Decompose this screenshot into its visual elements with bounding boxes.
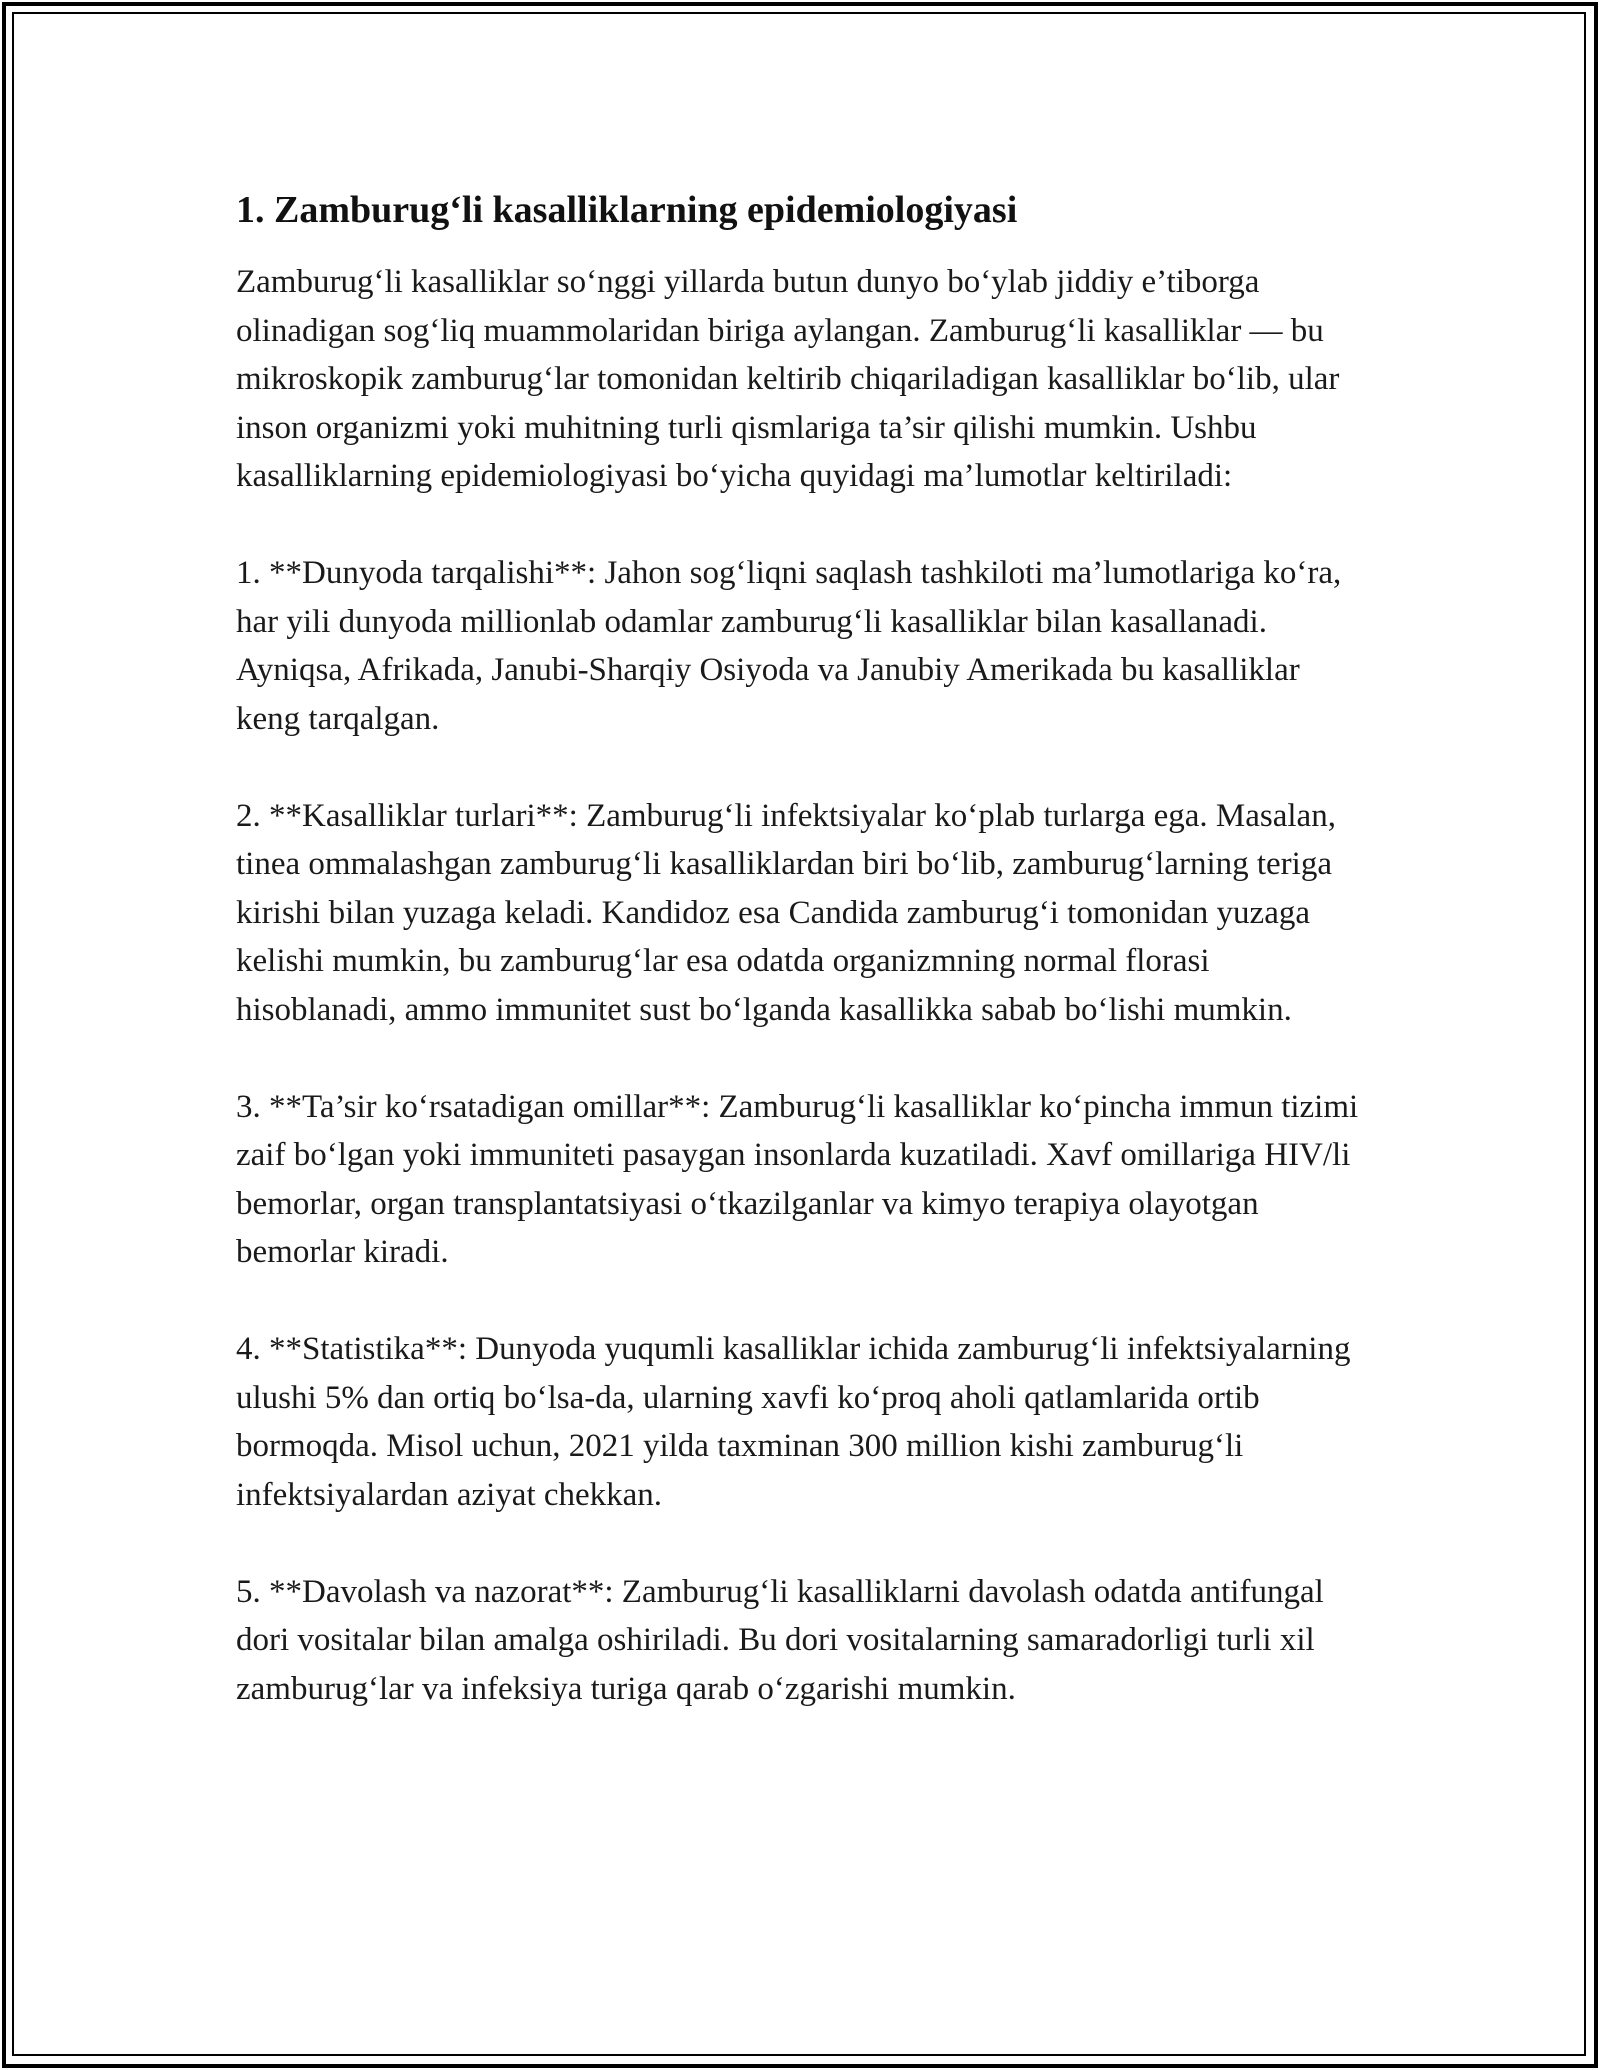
document-body	[236, 186, 1366, 1762]
section-heading: 1. Zamburug‘li kasalliklarning epidemiologiyasi	[236, 189, 1018, 231]
intro-paragraph: Zamburug‘li kasalliklar so‘nggi yillarda butun dunyo bo‘ylab jiddiy e’tiborga olinadigan sog‘liq muammolaridan biriga aylangan. Zamburug‘li kasalliklar — bu mikroskopik zamburug‘lar tomonidan keltirib chiqariladigan kasalliklar bo‘lib, ular inson organizmi yoki muhitning turli qismlariga ta’sir qilishi mumkin. Ushbu kasalliklarning epidemiologiyasi bo‘yicha quyidagi ma’lumotlar keltiriladi:	[236, 264, 1340, 494]
list-item-statistics: 4. **Statistika**: Dunyoda yuqumli kasalliklar ichida zamburug‘li infektsiyalarning ulushi 5% dan ortiq bo‘lsa-da, ularning xavfi ko‘proq aholi qatlamlarida ortib bormoqda. Misol uchun, 2021 yilda taxminan 300 million kishi zamburug‘li infektsiyalardan aziyat chekkan.	[236, 1331, 1351, 1513]
list-item-treatment: 5. **Davolash va nazorat**: Zamburug‘li kasalliklarni davolash odatda antifungal dori vositalar bilan amalga oshiriladi. Bu dori vositalarning samaradorligi turli xil zamburug‘lar va infeksiya turiga qarab o‘zgarishi mumkin.	[236, 1573, 1324, 1707]
list-item-distribution: 1. **Dunyoda tarqalishi**: Jahon sog‘liqni saqlash tashkiloti ma’lumotlariga ko‘ra, har yili dunyoda millionlab odamlar zamburug‘li kasalliklar bilan kasallanadi. Ayniqsa, Afrikada, Janubi-Sharqiy Osiyoda va Janubiy Amerikada bu kasalliklar keng tarqalgan.	[236, 555, 1342, 737]
list-item-disease-types: 2. **Kasalliklar turlari**: Zamburug‘li infektsiyalar ko‘plab turlarga ega. Masalan, tinea ommalashgan zamburug‘li kasalliklardan biri bo‘lib, zamburug‘larning teriga kirishi bilan yuzaga keladi. Kandidoz esa Candida zamburug‘i tomonidan yuzaga kelishi mumkin, bu zamburug‘lar esa odatda organizmning normal florasi hisoblanadi, ammo immunitet sust bo‘lganda kasallikka sabab bo‘lishi mumkin.	[236, 797, 1336, 1028]
list-item-risk-factors: 3. **Ta’sir ko‘rsatadigan omillar**: Zamburug‘li kasalliklar ko‘pincha immun tizimi zaif bo‘lgan yoki immuniteti pasaygan insonlarda kuzatiladi. Xavf omillariga HIV/li bemorlar, organ transplantatsiyasi o‘tkazilganlar va kimyo terapiya olayotgan bemorlar kiradi.	[236, 1088, 1359, 1270]
